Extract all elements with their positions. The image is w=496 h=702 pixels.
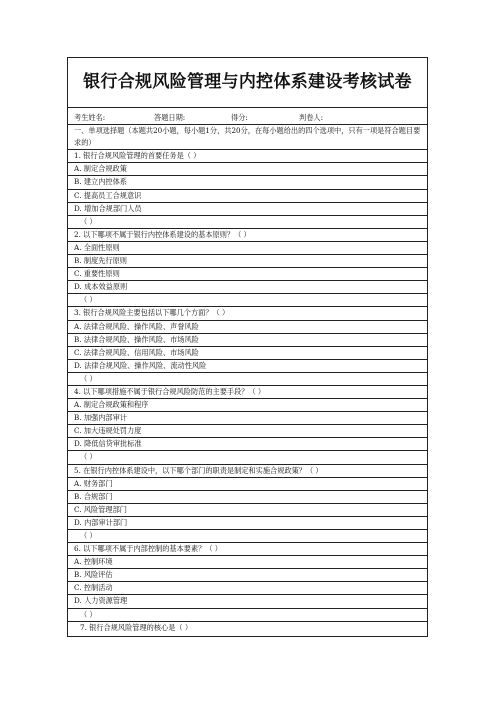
option-b: B. 加强内部审计 bbox=[68, 412, 427, 425]
option-a: A. 全面性原则 bbox=[68, 242, 427, 255]
option-d: D. 人力资源管理 bbox=[68, 595, 427, 608]
option-a: A. 制定合规政策 bbox=[68, 163, 427, 176]
question-stem: 1. 银行合规风险管理的首要任务是（ ） bbox=[68, 150, 427, 163]
answer-blank: （ ） bbox=[68, 451, 427, 464]
option-b: B. 风险评估 bbox=[68, 569, 427, 582]
question-stem: 5. 在银行内控体系建设中，以下哪个部门的职责是制定和实施合规政策？（ ） bbox=[68, 465, 427, 478]
grader-label: 判卷人: bbox=[299, 113, 323, 122]
exam-frame bbox=[67, 57, 428, 637]
option-d: D. 成本效益原则 bbox=[68, 281, 427, 294]
question-stem: 7. 银行合规风险管理的核心是（ ） bbox=[80, 622, 193, 632]
exam-title: 银行合规风险管理与内控体系建设考核试卷 bbox=[83, 72, 412, 92]
option-c: C. 风险管理部门 bbox=[68, 504, 427, 517]
answer-blank: （ ） bbox=[68, 609, 427, 622]
answer-blank: （ ） bbox=[68, 216, 427, 229]
option-d: D. 降低信贷审批标准 bbox=[68, 438, 427, 451]
question-stem: 4. 以下哪项措施不属于银行合规风险防范的主要手段？（ ） bbox=[68, 386, 427, 399]
option-c: C. 重要性原则 bbox=[68, 268, 427, 281]
option-b: B. 建立内控体系 bbox=[68, 176, 427, 189]
option-a: A. 财务部门 bbox=[68, 478, 427, 491]
question-stem: 3. 银行合规风险主要包括以下哪几个方面？（ ） bbox=[68, 307, 427, 320]
option-a: A. 制定合规政策和程序 bbox=[68, 399, 427, 412]
examinee-info-row bbox=[68, 112, 427, 125]
option-d: D. 内部审计部门 bbox=[68, 517, 427, 530]
examinee-name-label: 考生姓名: bbox=[74, 113, 106, 122]
option-c: C. 加大违规处罚力度 bbox=[68, 425, 427, 438]
option-c: C. 法律合规风险、信用风险、市场风险 bbox=[68, 347, 427, 360]
option-d: D. 法律合规风险、操作风险、流动性风险 bbox=[68, 360, 427, 373]
answer-blank: （ ） bbox=[68, 294, 427, 307]
option-b: B. 合规部门 bbox=[68, 491, 427, 504]
option-d: D. 增加合规部门人员 bbox=[68, 203, 427, 216]
option-c: C. 控制活动 bbox=[68, 582, 427, 595]
question-stem: 6. 以下哪项不属于内部控制的基本要素？（ ） bbox=[68, 543, 427, 556]
section-header: 一、单项选择题（本题共20小题，每小题1分，共20分，在每小题给出的四个选项中，只有一项是符合题目要求的） bbox=[68, 125, 427, 150]
exam-body bbox=[74, 112, 423, 634]
option-b: B. 制度先行原则 bbox=[68, 255, 427, 268]
option-c: C. 提高员工合规意识 bbox=[68, 190, 427, 203]
answer-blank: （ ） bbox=[68, 373, 427, 386]
exam-date-label: 答题日期: bbox=[154, 113, 186, 122]
question-stem: 2. 以下哪项不属于银行内控体系建设的基本原则？（ ） bbox=[68, 229, 427, 242]
option-a: A. 法律合规风险、操作风险、声誉风险 bbox=[68, 321, 427, 334]
title-box bbox=[68, 58, 427, 108]
option-b: B. 法律合规风险、操作风险、市场风险 bbox=[68, 334, 427, 347]
option-a: A. 控制环境 bbox=[68, 556, 427, 569]
answer-blank: （ ） bbox=[68, 530, 427, 543]
score-label: 得分: bbox=[231, 113, 248, 122]
